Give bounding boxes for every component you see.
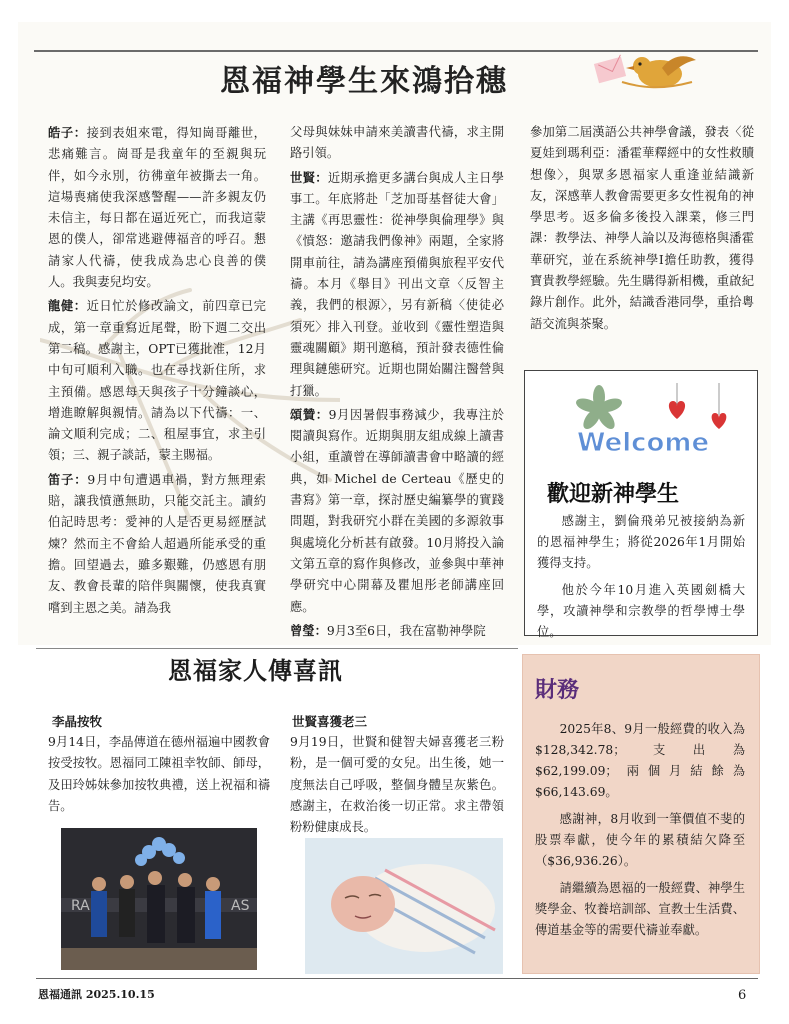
welcome-badge-text: Welcome <box>576 428 710 458</box>
finance-paragraph: 感謝神，8月收到一筆價值不斐的股票奉獻，使今年的累積結欠降至（$36,936.26）。 <box>535 812 745 868</box>
welcome-banner-graphic <box>559 383 729 463</box>
entry-haozi: 皓子：接到表姐來電，得知崗哥離世，悲痛難言。崗哥是我童年的至親與玩伴，如今永別，彷彿童年被撕去一角。這場喪痛使我深感警醒——許多親友仍未信主，每日都在逼近死亡，而我這蒙恩的僕人，卻常逃避傳福音的呼召。懇請家人代禱，使我成為忠心良善的僕人。我與妻兒均安。 <box>48 125 266 290</box>
svg-text:AS: AS <box>231 898 250 914</box>
welcome-paragraph: 他於今年10月進入英國劍橋大學，攻讀神學和宗教學的哲學博士學位。 <box>537 583 745 639</box>
section-divider <box>36 648 518 649</box>
svg-text:RA: RA <box>71 898 90 914</box>
finance-title: 財務 <box>535 678 580 703</box>
entry-longjian: 龍健：近日忙於修改論文，前四章已完成，第一章重寫近尾聲，盼下週二交出第二稿。感謝主，OPT已獲批准，12月中旬可順利入職。也在尋找新住所，求主預備。感恩每天與孩子十分鐘談心，增進瞭解與親情。請為以下代禱：一、論文順利完成；二、租屋事宜，求主引領；三、親子談話，蒙主賜福。 <box>48 298 266 463</box>
welcome-paragraph: 感謝主，劉倫飛弟兄被接納為新的恩福神學生；將從2026年1月開始獲得支持。 <box>537 514 745 570</box>
column-2 <box>290 122 504 644</box>
finance-text <box>535 719 745 947</box>
footer-rule <box>36 978 758 979</box>
entry-dizi-cont: 父母與妹妹申請來美讀書代禱，求主開路引領。 <box>290 125 504 161</box>
ordination-photo <box>61 828 257 970</box>
welcome-text <box>537 511 745 649</box>
page-title: 恩福神學生來鴻拾穗 <box>220 64 508 99</box>
column-1 <box>48 122 266 621</box>
page-number: 6 <box>738 988 747 1003</box>
welcome-title: 歡迎新神學生 <box>547 482 680 507</box>
news-text-lijing: 9月14日，李晶傳道在德州福遍中國教會按受按牧。恩福同工陳祖幸牧師、師母，及田玲姊妹參加按牧典禮，送上祝福和禱告。 <box>48 735 270 813</box>
entry-zengying-cont: 參加第二屆漢語公共神學會議，發表〈從夏娃到瑪利亞：潘霍華釋經中的女性救贖想像〉，與眾多恩福家人重逢並結識新友，深感華人教會需要更多女性視角的神學思考。返多倫多後投入課業，修三門課：教學法、神學人論以及海德格與潘霍華研究，並在系統神學I擔任助教，獲得寶貴教學經驗。先生購得新相機，重啟紀錄片創作。此外，結識香港同學，重拾粵語交流與茶聚。 <box>530 125 754 331</box>
entry-songzan: 頌贊：9月因暑假事務減少，我專注於閱讀與寫作。近期與朋友組成線上讀書小組，重讀曾在導師讀書會中略讀的經典，如 Michel de Certeau《歷史的書寫》第一章，探討歷史編纂學的實踐問題，對我研究小群在美國的多源敘事與處境化分析甚有啟發。10月將投入論文第五章的寫作與修改，並參與中華神學研究中心開幕及瞿旭彤老師講座回應。 <box>290 406 504 614</box>
finance-box <box>522 654 760 974</box>
baby-photo <box>305 838 503 974</box>
family-news-title: 恩福家人傳喜訊 <box>168 657 343 685</box>
news-text-shixian: 9月19日，世賢和健智夫婦喜獲老三粉粉，是一個可愛的女兒。出生後，她一度無法自己呼吸，整個身體呈灰紫色。感謝主，在救治後一切正常。求主帶領粉粉健康成長。 <box>290 735 504 835</box>
finance-paragraph: 請繼續為恩福的一般經費、神學生獎學金、牧養培訓部、宣教士生活費、傳道基金等的需要代禱並奉獻。 <box>535 881 745 937</box>
entry-zengying: 曾瑩：9月3至6日，我在富勒神學院 <box>290 622 486 638</box>
column-3 <box>530 122 754 337</box>
news-heading-shixian: 世賢喜獲老三 <box>292 714 368 729</box>
entry-dizi: 笛子：9月中旬遭遇車禍，對方無理索賠，讓我憤懣無助，只能交託主。讀約伯記時思考：愛神的人是否更易經歷試煉？然而主不會給人超過所能承受的重擔。回望過去，雖多艱難，仍感恩有朋友、教會長輩的陪伴與關懷，使我真實嚐到主恩之美。請為我 <box>48 471 266 615</box>
footer-publication: 恩福通訊 2025.10.15 <box>38 988 155 1001</box>
bird-envelope-icon <box>592 48 702 98</box>
welcome-box <box>524 370 758 639</box>
news-heading-lijing: 李晶按牧 <box>52 714 103 729</box>
finance-paragraph: 2025年8、9月一般經費的收入為$128,342.78；支出為$62,199.09；兩個月結餘為$66,143.69。 <box>535 722 745 799</box>
entry-shixian: 世賢：近期承擔更多講台與成人主日學事工。年底將赴「芝加哥基督徒大會」主講《再思靈性：從神學與倫理學》與《憤怒：邀請我們像神》兩題，全家將開車前往，請為講座預備與旅程平安代禱。本月《舉目》刊出文章〈反智主義，我們的根源〉，另有新稿〈使徒必須死〉排入刊登。並收到《靈性塑造與靈魂關顧》期刊邀稿，預計發表德性倫理與鏈態研究。近期也開始關注醫營與打獵。 <box>290 169 504 398</box>
